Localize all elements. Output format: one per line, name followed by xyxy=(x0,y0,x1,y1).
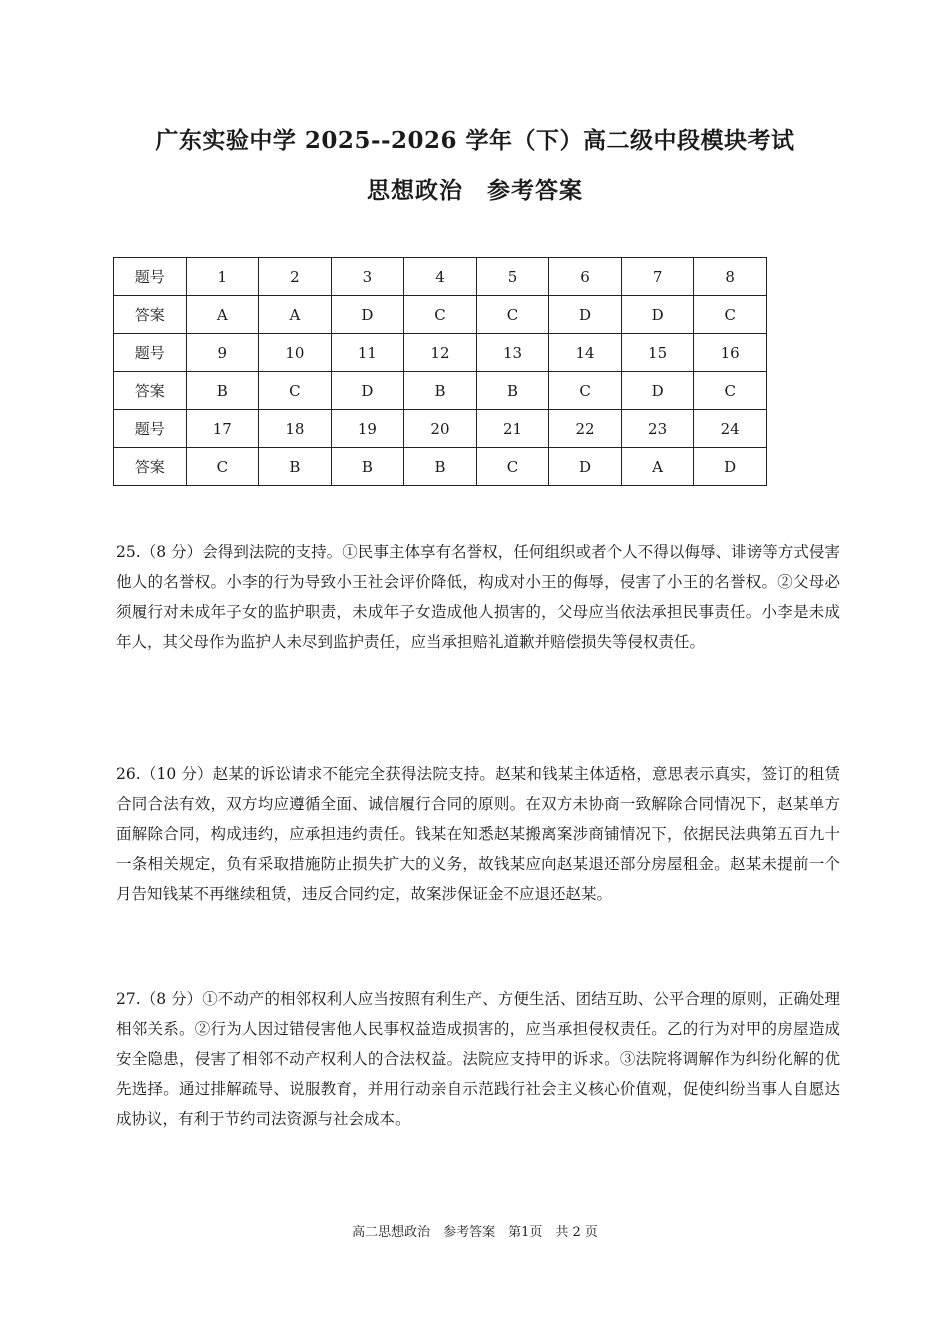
question-number-cell: 13 xyxy=(476,334,549,372)
answer-row-label: 答案 xyxy=(114,296,187,334)
answer-letter-cell: A xyxy=(186,296,259,334)
question-number-cell: 11 xyxy=(331,334,404,372)
question-row-label: 题号 xyxy=(114,334,187,372)
answer-letter-cell: C xyxy=(476,296,549,334)
answer-row xyxy=(114,448,767,486)
answer-row xyxy=(114,372,767,410)
answer-row-label: 答案 xyxy=(114,448,187,486)
answer-letter-cell: D xyxy=(621,296,694,334)
answer-letter-cell: B xyxy=(331,448,404,486)
question-number-cell: 20 xyxy=(404,410,477,448)
question-number-cell: 17 xyxy=(186,410,259,448)
answer-letter-cell: B xyxy=(259,448,332,486)
question-number-cell: 2 xyxy=(259,258,332,296)
answer-letter-cell: C xyxy=(694,372,767,410)
question-number-cell: 15 xyxy=(621,334,694,372)
answer-letter-cell: D xyxy=(694,448,767,486)
answer-row xyxy=(114,296,767,334)
question-row-label: 题号 xyxy=(114,258,187,296)
question-row xyxy=(114,258,767,296)
answer-letter-cell: B xyxy=(186,372,259,410)
question-number-cell: 23 xyxy=(621,410,694,448)
answer-letter-cell: A xyxy=(621,448,694,486)
answer-letter-cell: D xyxy=(331,296,404,334)
answer-letter-cell: B xyxy=(476,372,549,410)
answer-table xyxy=(113,257,767,486)
question-number-cell: 18 xyxy=(259,410,332,448)
answer-letter-cell: C xyxy=(186,448,259,486)
answer-letter-cell: C xyxy=(694,296,767,334)
answer-q25: 25.（8 分）会得到法院的支持。①民事主体享有名誉权，任何组织或者个人不得以侮辱、诽谤等方式侵害他人的名誉权。小李的行为导致小王社会评价降低，构成对小王的侮辱，侵害了小王的名誉权。②父母必须履行对未成年子女的监护职责，未成年子女造成他人损害的，父母应当依法承担民事责任。小李是未成年人，其父母作为监护人未尽到监护责任，应当承担赔礼道歉并赔偿损失等侵权责任。 xyxy=(116,543,840,651)
answer-letter-cell: B xyxy=(404,448,477,486)
question-number-cell: 12 xyxy=(404,334,477,372)
answer-row-label: 答案 xyxy=(114,372,187,410)
answer-letter-cell: A xyxy=(259,296,332,334)
question-number-cell: 9 xyxy=(186,334,259,372)
question-number-cell: 8 xyxy=(694,258,767,296)
question-number-cell: 10 xyxy=(259,334,332,372)
question-number-cell: 4 xyxy=(404,258,477,296)
answer-letter-cell: D xyxy=(331,372,404,410)
question-number-cell: 7 xyxy=(621,258,694,296)
answer-letter-cell: C xyxy=(259,372,332,410)
question-number-cell: 3 xyxy=(331,258,404,296)
question-row-label: 题号 xyxy=(114,410,187,448)
answer-letter-cell: C xyxy=(549,372,622,410)
document-subtitle: 思想政治 参考答案 xyxy=(367,177,583,204)
document-title: 广东实验中学 2025--2026 学年（下）高二级中段模块考试 xyxy=(155,127,795,154)
question-number-cell: 1 xyxy=(186,258,259,296)
question-number-cell: 21 xyxy=(476,410,549,448)
question-number-cell: 24 xyxy=(694,410,767,448)
answer-letter-cell: D xyxy=(549,296,622,334)
answer-letter-cell: C xyxy=(476,448,549,486)
answer-letter-cell: C xyxy=(404,296,477,334)
answer-letter-cell: B xyxy=(404,372,477,410)
answer-letter-cell: D xyxy=(549,448,622,486)
question-number-cell: 16 xyxy=(694,334,767,372)
answer-letter-cell: D xyxy=(621,372,694,410)
page-footer: 高二思想政治 参考答案 第1页 共 2 页 xyxy=(352,1225,598,1240)
question-number-cell: 6 xyxy=(549,258,622,296)
answer-q27: 27.（8 分）①不动产的相邻权利人应当按照有利生产、方便生活、团结互助、公平合理的原则，正确处理相邻关系。②行为人因过错侵害他人民事权益造成损害的，应当承担侵权责任。乙的行为对甲的房屋造成安全隐患，侵害了相邻不动产权利人的合法权益。法院应支持甲的诉求。③法院将调解作为纠纷化解的优先选择。通过排解疏导、说服教育，并用行动亲自示范践行社会主义核心价值观，促使纠纷当事人自愿达成协议，有利于节约司法资源与社会成本。 xyxy=(116,990,840,1128)
answer-q26: 26.（10 分）赵某的诉讼请求不能完全获得法院支持。赵某和钱某主体适格，意思表示真实，签订的租赁合同合法有效，双方均应遵循全面、诚信履行合同的原则。在双方未协商一致解除合同情况下，赵某单方面解除合同，构成违约，应承担违约责任。钱某在知悉赵某搬离案涉商铺情况下，依据民法典第五百九十一条相关规定，负有采取措施防止损失扩大的义务，故钱某应向赵某退还部分房屋租金。赵某未提前一个月告知钱某不再继续租赁，违反合同约定，故案涉保证金不应退还赵某。 xyxy=(116,765,840,903)
question-row xyxy=(114,410,767,448)
question-row xyxy=(114,334,767,372)
question-number-cell: 14 xyxy=(549,334,622,372)
question-number-cell: 5 xyxy=(476,258,549,296)
question-number-cell: 19 xyxy=(331,410,404,448)
question-number-cell: 22 xyxy=(549,410,622,448)
